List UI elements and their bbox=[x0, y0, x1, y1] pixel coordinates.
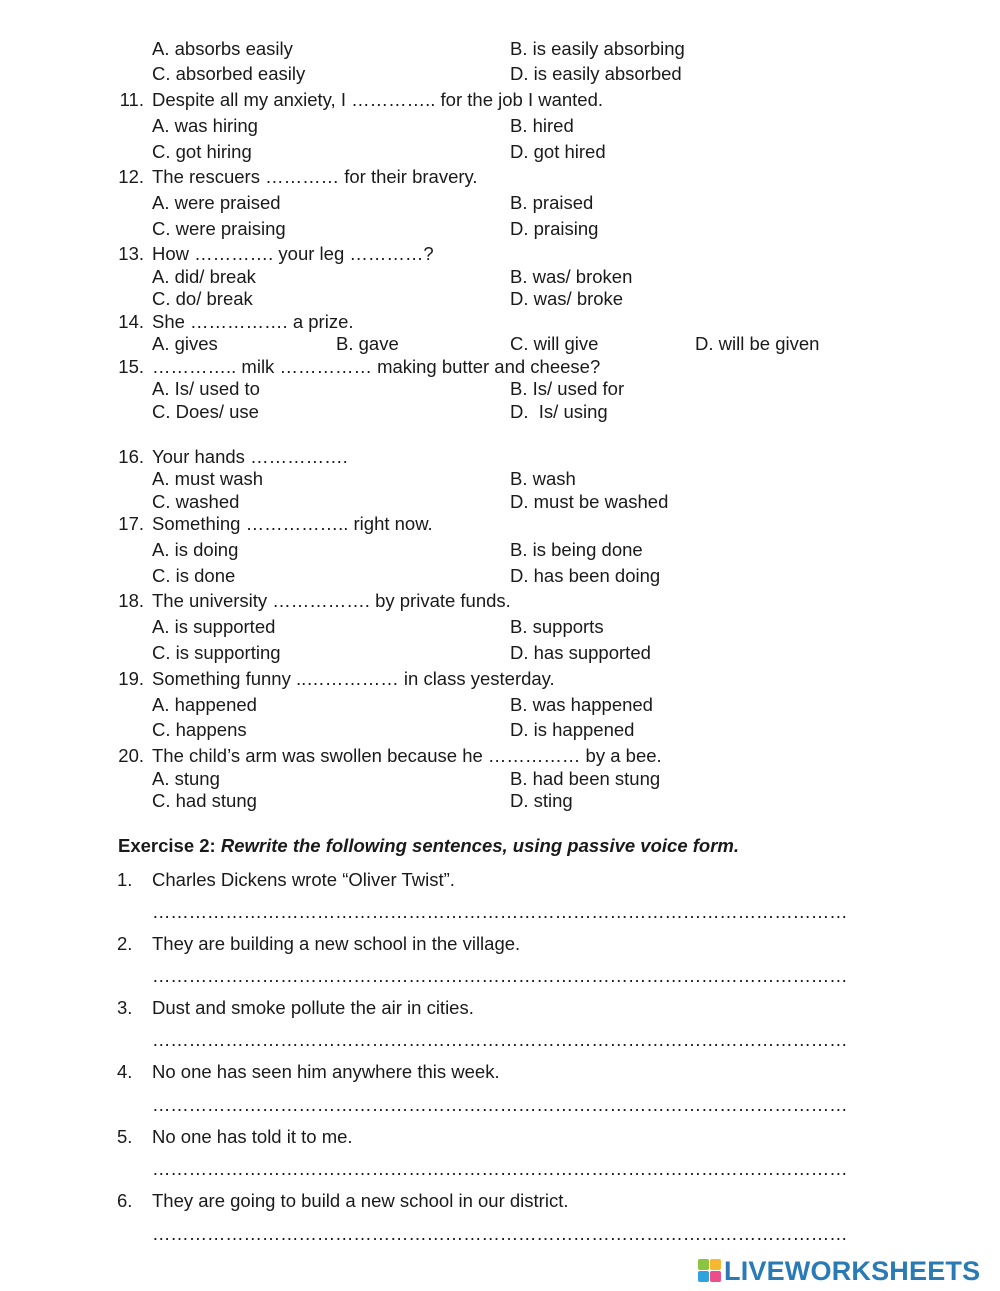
question-number: 16. bbox=[118, 446, 144, 467]
option-a: A. is supported bbox=[152, 616, 276, 637]
question-text: Something …………….. right now. bbox=[152, 513, 433, 534]
option-c: C. Does/ use bbox=[152, 401, 259, 422]
question-number: 20. bbox=[118, 745, 144, 766]
rewrite-item-number: 5. bbox=[117, 1126, 133, 1147]
answer-line[interactable]: …………………………………………………………………………………………………… bbox=[152, 1223, 848, 1244]
option-c: C. is done bbox=[152, 565, 236, 586]
question-number: 14. bbox=[118, 311, 144, 332]
option-a: A. gives bbox=[152, 333, 218, 354]
rewrite-item-text: Dust and smoke pollute the air in cities. bbox=[152, 997, 474, 1018]
answer-line[interactable]: …………………………………………………………………………………………………… bbox=[152, 901, 848, 922]
question-number: 15. bbox=[118, 356, 144, 377]
option-d: D. will be given bbox=[695, 333, 820, 354]
option-c: C. got hiring bbox=[152, 141, 252, 162]
question-number: 17. bbox=[118, 513, 144, 534]
rewrite-item-text: No one has told it to me. bbox=[152, 1126, 353, 1147]
q10-option-d: D. is easily absorbed bbox=[510, 63, 682, 84]
option-a: A. were praised bbox=[152, 192, 281, 213]
option-b: B. Is/ used for bbox=[510, 378, 625, 399]
option-c: C. is supporting bbox=[152, 642, 281, 663]
option-a: A. happened bbox=[152, 694, 257, 715]
option-b: B. supports bbox=[510, 616, 604, 637]
option-d: D. has been doing bbox=[510, 565, 661, 586]
answer-line[interactable]: …………………………………………………………………………………………………… bbox=[152, 1029, 848, 1050]
question-text: The child’s arm was swollen because he …………… by a bee. bbox=[152, 745, 662, 766]
option-b: B. had been stung bbox=[510, 768, 661, 789]
question-number: 18. bbox=[118, 590, 144, 611]
option-d: D. has supported bbox=[510, 642, 651, 663]
answer-line[interactable]: …………………………………………………………………………………………………… bbox=[152, 1094, 848, 1115]
option-b: B. was happened bbox=[510, 694, 653, 715]
rewrite-item-text: No one has seen him anywhere this week. bbox=[152, 1061, 500, 1082]
question-text: Something funny ..…………… in class yesterday. bbox=[152, 668, 555, 689]
option-d: D. got hired bbox=[510, 141, 606, 162]
option-b: B. is being done bbox=[510, 539, 643, 560]
question-text: Despite all my anxiety, I ………….. for the job I wanted. bbox=[152, 89, 604, 110]
exercise-2-heading bbox=[118, 835, 739, 857]
answer-line[interactable]: …………………………………………………………………………………………………… bbox=[152, 965, 848, 986]
rewrite-item-number: 3. bbox=[117, 997, 133, 1018]
option-b: B. hired bbox=[510, 115, 574, 136]
option-d: D. sting bbox=[510, 790, 573, 811]
option-b: B. praised bbox=[510, 192, 594, 213]
option-a: A. was hiring bbox=[152, 115, 258, 136]
q10-option-a: A. absorbs easily bbox=[152, 38, 293, 59]
rewrite-item-number: 6. bbox=[117, 1190, 133, 1211]
exercise-2-instruction: Rewrite the following sentences, using passive voice form. bbox=[220, 835, 739, 856]
question-text: The rescuers ………… for their bravery. bbox=[152, 166, 478, 187]
liveworksheets-logo bbox=[698, 1256, 980, 1286]
option-c: C. had stung bbox=[152, 790, 257, 811]
q10-option-c: C. absorbed easily bbox=[152, 63, 306, 84]
option-a: A. Is/ used to bbox=[152, 378, 260, 399]
option-c: C. washed bbox=[152, 491, 240, 512]
question-text: The university ……………. by private funds. bbox=[152, 590, 511, 611]
rewrite-item-number: 2. bbox=[117, 933, 133, 954]
option-a: A. stung bbox=[152, 768, 220, 789]
question-text: How …………. your leg …………? bbox=[152, 243, 434, 264]
option-b: B. was/ broken bbox=[510, 266, 633, 287]
exercise-2-label: Exercise 2: bbox=[118, 835, 216, 856]
question-number: 12. bbox=[118, 166, 144, 187]
option-a: A. is doing bbox=[152, 539, 239, 560]
rewrite-item-number: 4. bbox=[117, 1061, 133, 1082]
option-c: C. do/ break bbox=[152, 288, 253, 309]
option-a: A. must wash bbox=[152, 468, 264, 489]
question-text: She ……………. a prize. bbox=[152, 311, 354, 332]
option-d: D. praising bbox=[510, 218, 599, 239]
option-d: D. was/ broke bbox=[510, 288, 624, 309]
question-number: 19. bbox=[118, 668, 144, 689]
option-a: A. did/ break bbox=[152, 266, 256, 287]
rewrite-item-text: Charles Dickens wrote “Oliver Twist”. bbox=[152, 869, 455, 890]
question-text: ………….. milk …………… making butter and cheese? bbox=[152, 356, 601, 377]
answer-line[interactable]: …………………………………………………………………………………………………… bbox=[152, 1158, 848, 1179]
option-d: D. must be washed bbox=[510, 491, 669, 512]
option-b: B. gave bbox=[336, 333, 399, 354]
question-text: Your hands ……………. bbox=[152, 446, 348, 467]
option-b: B. wash bbox=[510, 468, 576, 489]
option-c: C. will give bbox=[510, 333, 599, 354]
question-number: 11. bbox=[119, 89, 144, 110]
rewrite-item-text: They are building a new school in the village. bbox=[152, 933, 521, 954]
option-c: C. were praising bbox=[152, 218, 286, 239]
option-d: D. Is/ using bbox=[510, 401, 608, 422]
q10-option-b: B. is easily absorbing bbox=[510, 38, 685, 59]
liveworksheets-logo-icon bbox=[698, 1259, 722, 1283]
question-number: 13. bbox=[118, 243, 144, 264]
option-d: D. is happened bbox=[510, 719, 635, 740]
rewrite-item-number: 1. bbox=[117, 869, 133, 890]
rewrite-item-text: They are going to build a new school in our district. bbox=[152, 1190, 569, 1211]
liveworksheets-logo-text: LIVEWORKSHEETS bbox=[724, 1255, 981, 1286]
option-c: C. happens bbox=[152, 719, 247, 740]
